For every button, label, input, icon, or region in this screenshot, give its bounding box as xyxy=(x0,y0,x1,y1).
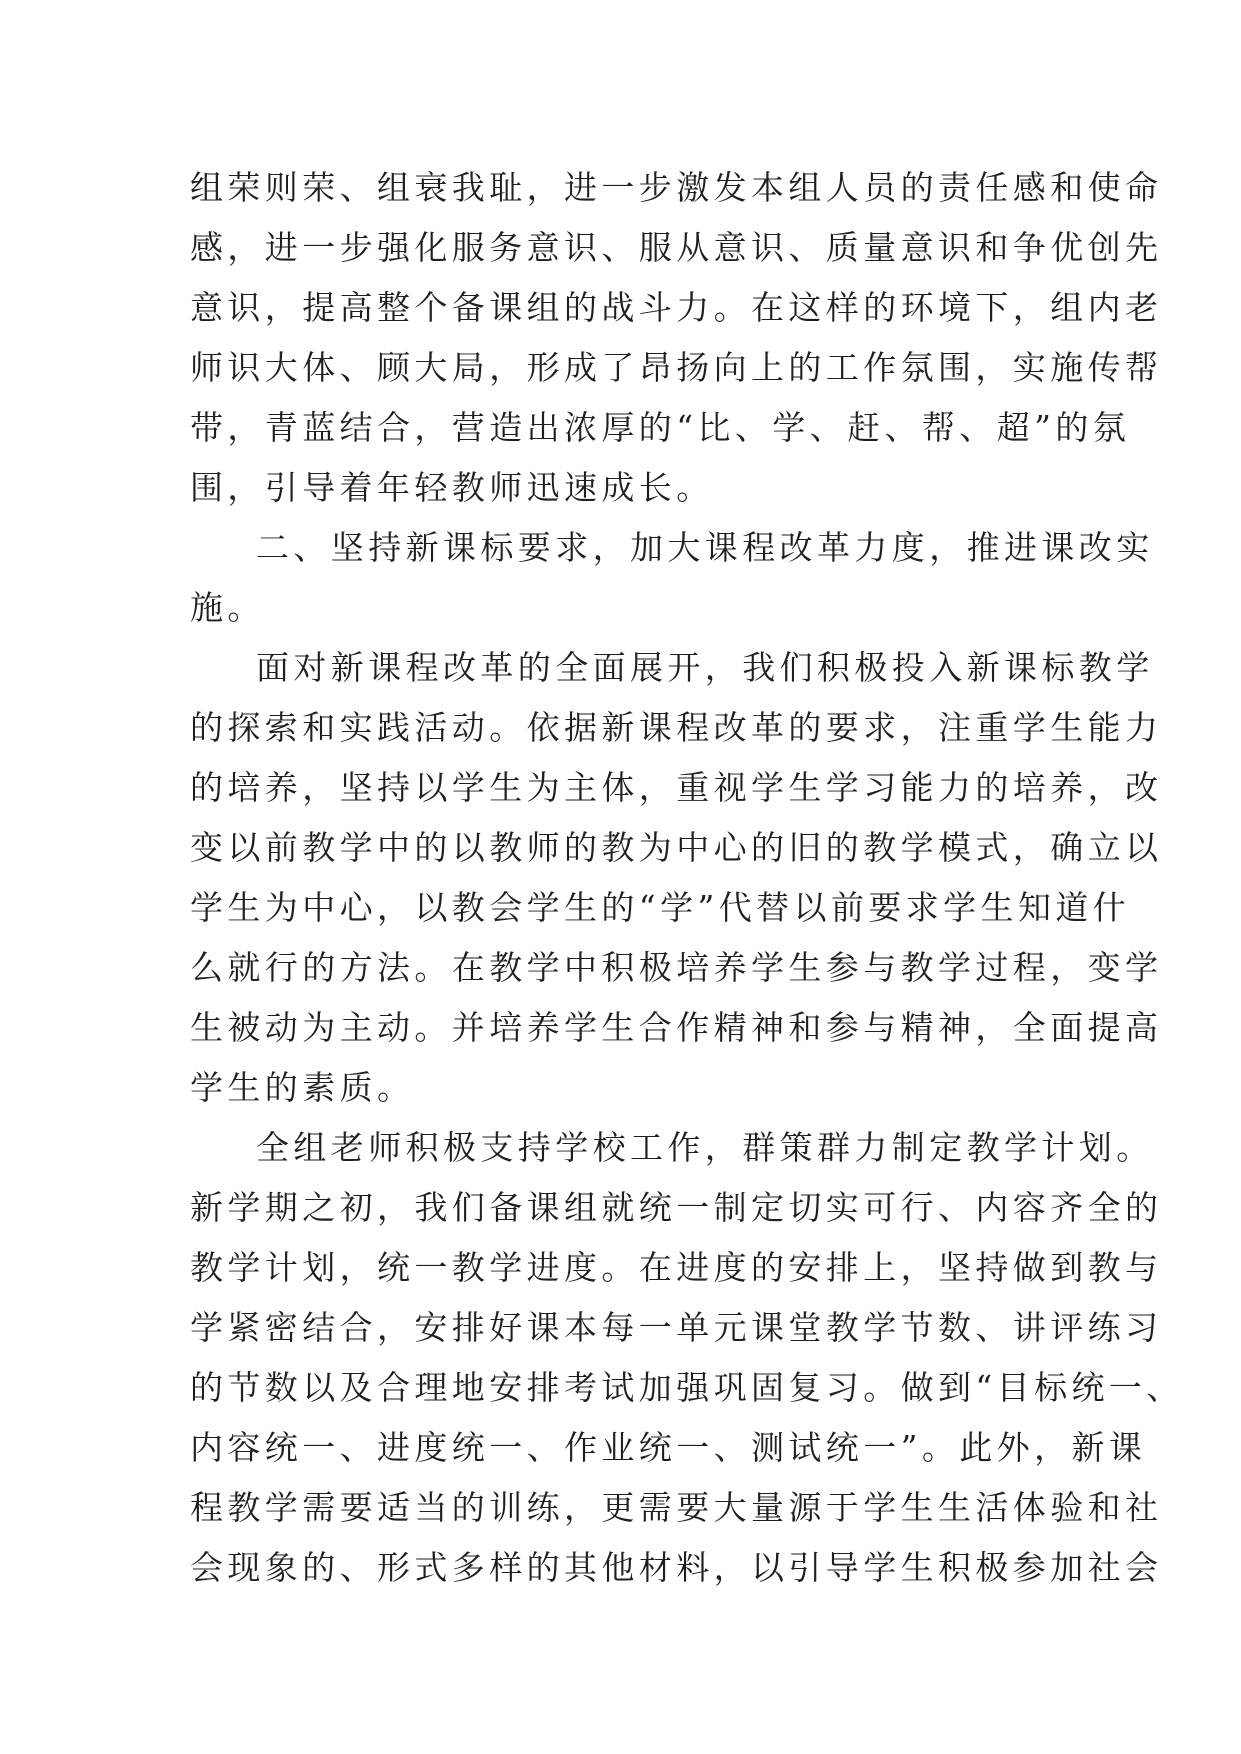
text-line: 学紧密结合，安排好课本每一单元课堂教学节数、讲评练习 xyxy=(190,1308,1163,1347)
text-line: 内容统一、进度统一、作业统一、测试统一”。此外，新课 xyxy=(190,1428,1147,1467)
text-line: 学生的素质。 xyxy=(190,1068,415,1107)
text-line: 围，引导着年轻教师迅速成长。 xyxy=(190,468,714,507)
text-line: 全组老师积极支持学校工作，群策群力制定教学计划。 xyxy=(256,1128,1154,1167)
text-line: 面对新课程改革的全面展开，我们积极投入新课标教学 xyxy=(256,648,1154,687)
text-line: 么就行的方法。在教学中积极培养学生参与教学过程，变学 xyxy=(190,948,1163,987)
text-line: 师识大体、顾大局，形成了昂扬向上的工作氛围，实施传帮 xyxy=(190,348,1163,387)
text-line: 施。 xyxy=(190,588,265,627)
text-line: 二、坚持新课标要求，加大课程改革力度，推进课改实 xyxy=(256,528,1154,567)
text-line: 会现象的、形式多样的其他材料，以引导学生积极参加社会 xyxy=(190,1548,1163,1587)
document-body xyxy=(190,158,1184,1598)
text-line: 程教学需要适当的训练，更需要大量源于学生生活体验和社 xyxy=(190,1488,1163,1527)
text-line: 变以前教学中的以教师的教为中心的旧的教学模式，确立以 xyxy=(190,828,1163,867)
text-line: 组荣则荣、组衰我耻，进一步激发本组人员的责任感和使命 xyxy=(190,168,1163,207)
text-line: 学生为中心，以教会学生的“学”代替以前要求学生知道什 xyxy=(190,888,1131,927)
text-line: 的探索和实践活动。依据新课程改革的要求，注重学生能力 xyxy=(190,708,1163,747)
text-line: 的节数以及合理地安排考试加强巩固复习。做到“目标统一、 xyxy=(190,1368,1184,1407)
text-line: 感，进一步强化服务意识、服从意识、质量意识和争优创先 xyxy=(190,228,1163,267)
text-line: 意识，提高整个备课组的战斗力。在这样的环境下，组内老 xyxy=(190,288,1163,327)
text-line: 教学计划，统一教学进度。在进度的安排上，坚持做到教与 xyxy=(190,1248,1163,1287)
text-line: 新学期之初，我们备课组就统一制定切实可行、内容齐全的 xyxy=(190,1188,1163,1227)
text-line: 带，青蓝结合，营造出浓厚的“比、学、赶、帮、超”的氛 xyxy=(190,408,1131,447)
text-line: 的培养，坚持以学生为主体，重视学生学习能力的培养，改 xyxy=(190,768,1163,807)
text-line: 生被动为主动。并培养学生合作精神和参与精神，全面提高 xyxy=(190,1008,1163,1047)
